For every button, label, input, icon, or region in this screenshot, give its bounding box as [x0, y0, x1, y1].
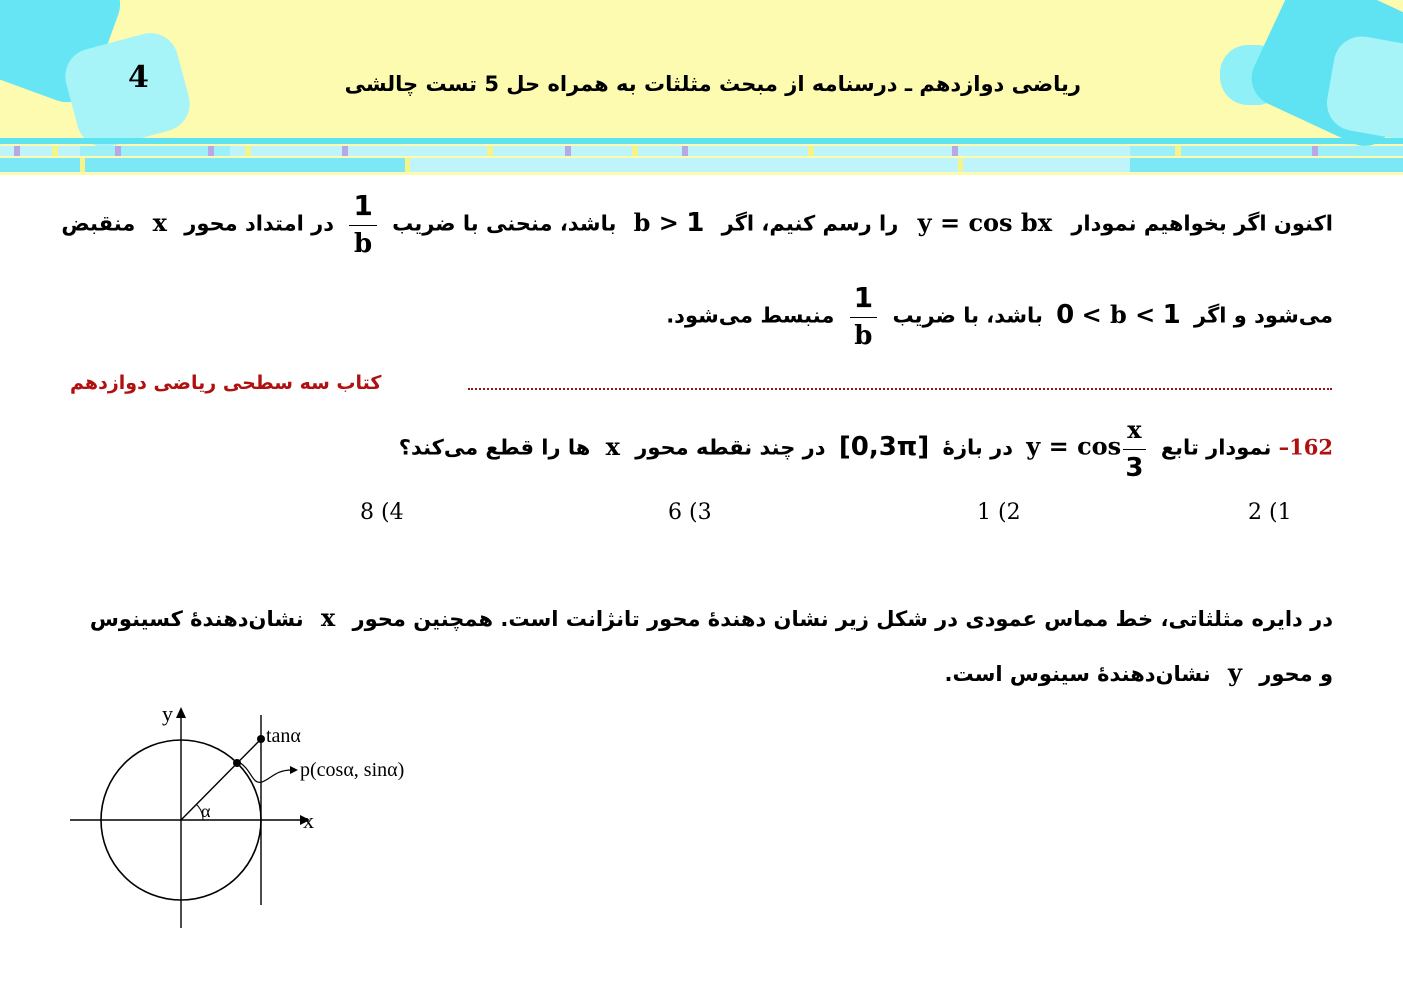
angle-label: α: [201, 801, 211, 821]
fraction-1-over-b: [850, 282, 877, 351]
fraction-1-over-b: [349, 190, 376, 259]
math-y-cos: y = cos: [1026, 431, 1122, 461]
math-y: y: [1227, 658, 1242, 687]
math-x: x: [320, 603, 336, 632]
text: ها را قطع می‌کند؟: [398, 435, 591, 460]
paragraph-line: [90, 603, 1333, 632]
pointer-curve: [239, 762, 292, 782]
text: منقبض: [61, 211, 136, 236]
text: در امتداد محور: [184, 211, 335, 236]
text: نمودار تابع: [1160, 435, 1272, 460]
option-2[interactable]: 1 (2: [977, 500, 1021, 525]
text: و محور: [1259, 662, 1333, 686]
paragraph-line: [945, 658, 1333, 687]
text: باشد، با ضریب: [892, 303, 1043, 328]
text: باشد، منحنی با ضریب: [392, 211, 617, 236]
point-tan: [257, 735, 265, 743]
math-one: 1: [686, 207, 705, 238]
math-zero: 0: [1056, 299, 1075, 330]
option-3[interactable]: 6 (3: [668, 500, 712, 525]
fraction-numerator: 1: [349, 190, 376, 226]
page-header: [0, 0, 1403, 175]
math-lt-b-lt: < b <: [1081, 299, 1156, 329]
x-axis-label: x: [303, 808, 314, 833]
math-x: x: [605, 431, 620, 461]
point-label: p(cosα, sinα): [300, 759, 405, 781]
unit-circle-diagram: [64, 700, 444, 935]
dotted-separator: [468, 388, 1332, 390]
pointer-arrow-icon: [290, 766, 298, 774]
text: اکنون اگر بخواهیم نمودار: [1071, 211, 1333, 236]
fraction-numerator: 1: [850, 282, 877, 318]
math-0-lt-b-lt-1: [1056, 300, 1181, 330]
y-axis-label: y: [162, 701, 173, 726]
fraction-x-over-3: [1123, 414, 1145, 483]
text: نشان‌دهندۀ سینوس است.: [944, 662, 1211, 686]
text: نشان‌دهندۀ کسینوس: [89, 607, 304, 631]
math-interval: [0,3π]: [838, 431, 930, 462]
math-b: b >: [633, 207, 679, 237]
source-label: کتاب سه سطحی ریاضی دوازدهم: [70, 372, 382, 394]
page-number: 4: [128, 60, 149, 95]
text: منبسط می‌شود.: [666, 303, 835, 328]
source-row: [70, 372, 1332, 400]
paragraph-line: [61, 190, 1333, 259]
fraction-denominator: b: [353, 229, 373, 259]
paragraph-line: [666, 282, 1333, 351]
header-title: ریاضی دوازدهم ـ درسنامه از مبحث مثلثات به همراه حل 5 تست چالشی: [344, 72, 1081, 96]
fraction-numerator: x: [1123, 414, 1145, 450]
text: در دایره مثلثاتی، خط مماس عمودی در شکل زیر نشان دهندۀ محور تانژانت است. همچنین محور: [352, 607, 1333, 631]
fraction-denominator: b: [854, 321, 873, 351]
text: در بازۀ: [942, 435, 1013, 460]
question-number: 162–: [1278, 434, 1333, 460]
math-one: 1: [1162, 299, 1181, 330]
math-y-cos-x-over-3: [1026, 414, 1147, 483]
header-stripes: [0, 138, 1403, 172]
question-162: [399, 414, 1333, 483]
fraction-denominator: 3: [1125, 453, 1144, 483]
math-y-cos-bx: y = cos bx: [917, 207, 1053, 237]
y-axis-arrow-icon: [176, 707, 186, 718]
math-x: x: [152, 207, 167, 237]
text: در چند نقطه محور: [635, 435, 826, 460]
tan-label: tanα: [266, 725, 301, 747]
option-4[interactable]: 8 (4: [360, 500, 404, 525]
option-1[interactable]: 2 (1: [1248, 500, 1292, 525]
text: می‌شود و اگر: [1194, 303, 1333, 328]
math-b-gt-1: [634, 208, 705, 238]
text: را رسم کنیم، اگر: [721, 211, 899, 236]
